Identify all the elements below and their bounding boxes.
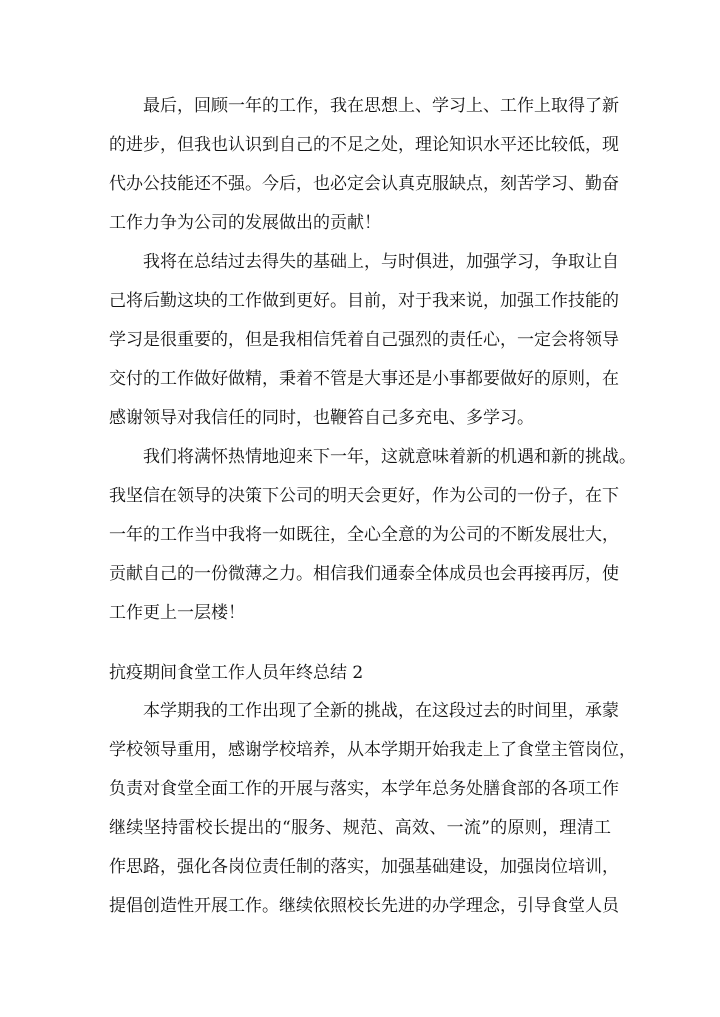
text-line: 我坚信在领导的决策下公司的明天会更好，作为公司的一份子，在下 — [109, 486, 619, 506]
text-line: 学习是很重要的，但是我相信凭着自己强烈的责任心，一定会将领导 — [109, 330, 619, 350]
text-line: 作思路，强化各岗位责任制的落实，加强基础建设，加强岗位培训， — [109, 857, 619, 877]
text-line: 我将在总结过去得失的基础上，与时俱进，加强学习，争取让自 — [143, 252, 619, 272]
text-line: 一年的工作当中我将一如既往，全心全意的为公司的不断发展壮大， — [109, 525, 619, 545]
text-line: 工作力争为公司的发展做出的贡献！ — [109, 213, 381, 233]
text-line: 最后，回顾一年的工作，我在思想上、学习上、工作上取得了新 — [143, 96, 619, 116]
text-line: 感谢领导对我信任的同时，也鞭笞自己多充电、多学习。 — [109, 408, 534, 428]
section-heading: 抗疫期间食堂工作人员年终总结 2 — [109, 663, 364, 683]
text-line: 己将后勤这块的工作做到更好。目前，对于我来说，加强工作技能的 — [109, 291, 619, 311]
text-line: 负责对食堂全面工作的开展与落实，本学年总务处膳食部的各项工作 — [109, 779, 619, 799]
text-line: 本学期我的工作出现了全新的挑战，在这段过去的时间里，承蒙 — [143, 701, 619, 721]
text-line: 继续坚持雷校长提出的“服务、规范、高效、一流”的原则，理清工 — [109, 818, 611, 838]
text-line: 交付的工作做好做精，秉着不管是大事还是小事都要做好的原则，在 — [109, 369, 619, 389]
text-line: 的进步，但我也认识到自己的不足之处，理论知识水平还比较低，现 — [109, 135, 619, 155]
text-line: 学校领导重用，感谢学校培养，从本学期开始我走上了食堂主管岗位， — [109, 740, 636, 760]
text-line: 我们将满怀热情地迎来下一年，这就意味着新的机遇和新的挑战。 — [143, 447, 636, 467]
text-line: 贡献自己的一份微薄之力。相信我们通泰全体成员也会再接再厉，使 — [109, 564, 619, 584]
text-line: 提倡创造性开展工作。继续依照校长先进的办学理念，引导食堂人员 — [109, 896, 619, 916]
text-line: 工作更上一层楼！ — [109, 603, 245, 623]
text-line: 代办公技能还不强。今后，也必定会认真克服缺点，刻苦学习、勤奋 — [109, 174, 619, 194]
